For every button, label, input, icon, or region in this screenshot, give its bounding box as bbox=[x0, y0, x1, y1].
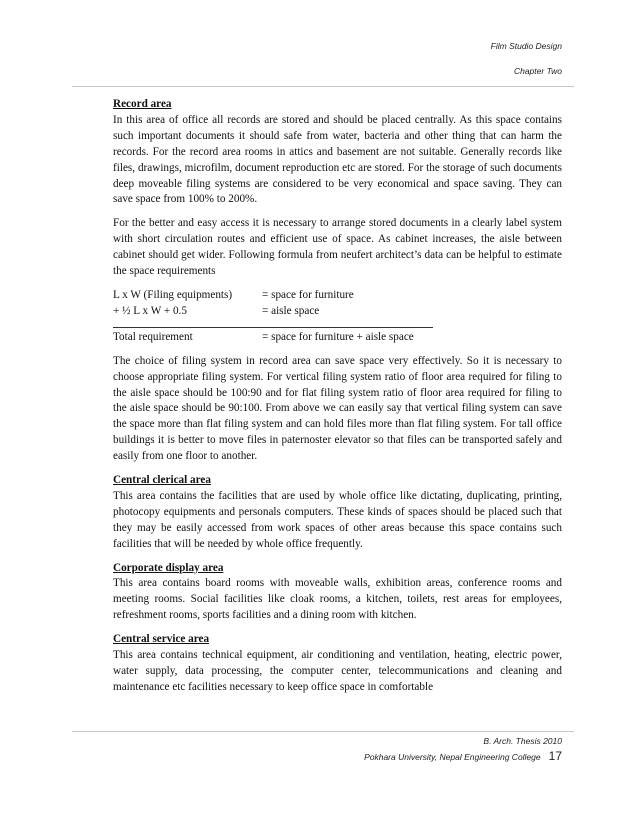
spacer bbox=[113, 346, 562, 354]
formula-row-total bbox=[113, 330, 562, 346]
formula-lhs: Total requirement bbox=[113, 330, 193, 343]
formula-sum-rule bbox=[113, 327, 433, 328]
record-area-paragraph-2: For the better and easy access it is necessary to arrange stored documents in a clearly label system with short circulation routes and efficient use of space. As cabinet increases, the aisle between cabinet should get wider. Following formula from neufert architect’s data can be helpful to estimate the space requirements bbox=[113, 217, 562, 278]
page-body bbox=[113, 97, 562, 696]
page-footer bbox=[364, 735, 562, 764]
record-area-heading: Record area bbox=[113, 98, 172, 110]
formula-lhs: + ½ L x W + 0.5 bbox=[113, 304, 187, 317]
record-area-paragraph-3: The choice of filing system in record area can save space very effectively. So it is necessary to choose appropriate filing system. For vertical filing system ratio of floor area required for filing to the aisle space should be 100:90 and for flat filing system ratio of floor area required for filing to the aisle space should be 90:100. From above we can easily say that vertical filing system can save the space more than flat filing system and can hold files more than flat filing system. For tall office buildings it is better to move files in paternoster elevator so that files can be transported safely and easily from one floor to another. bbox=[113, 354, 562, 463]
spacer bbox=[113, 208, 562, 216]
space-formula bbox=[113, 288, 562, 346]
central-service-paragraph: This area contains technical equipment, air conditioning and ventilation, heating, electric power, water supply, data processing, the computer center, telecommunications and cleaning and maintenance etc facilities necessary to keep office space in comfortable bbox=[113, 649, 562, 693]
central-service-heading: Central service area bbox=[113, 633, 210, 646]
formula-rhs: = aisle space bbox=[262, 304, 320, 317]
spacer bbox=[113, 553, 562, 561]
spacer bbox=[113, 465, 562, 473]
formula-row-aisle bbox=[113, 304, 562, 320]
header-title: Film Studio Design bbox=[490, 41, 562, 51]
footer-divider bbox=[72, 731, 574, 732]
formula-rhs: = space for furniture + aisle space bbox=[262, 330, 414, 343]
page-number: 17 bbox=[548, 749, 562, 763]
corporate-display-paragraph: This area contains board rooms with moveable walls, exhibition areas, conference rooms and meeting rooms. Social facilities like cloak rooms, a kitchen, toilets, rest areas for employees, refreshment rooms, sports facilities and a dining room with kitchen. bbox=[113, 577, 562, 622]
formula-row-furniture bbox=[113, 288, 562, 304]
footer-institution: Pokhara University, Nepal Engineering College bbox=[364, 752, 541, 762]
page-header bbox=[491, 40, 562, 78]
footer-institution-row bbox=[364, 750, 562, 764]
header-chapter: Chapter Two bbox=[513, 66, 562, 76]
footer-thesis: B. Arch. Thesis 2010 bbox=[483, 736, 562, 746]
formula-rhs: = space for furniture bbox=[262, 288, 354, 301]
central-clerical-heading: Central clerical area bbox=[113, 474, 211, 487]
corporate-display-heading: Corporate display area bbox=[113, 561, 224, 574]
spacer bbox=[113, 280, 562, 288]
central-clerical-paragraph: This area contains the facilities that are used by whole office like dictating, duplicating, printing, photocopy equipments and personals computers. These kinds of spaces should be placed such that they may be easily accessed from work spaces of other areas because this space contains such facilities that will be needed by whole office frequently. bbox=[113, 489, 562, 550]
header-divider bbox=[72, 86, 574, 87]
spacer bbox=[113, 624, 562, 632]
record-area-paragraph-1: In this area of office all records are stored and should be placed centrally. As this space contains such important documents it should safe from water, bacteria and other thing that can harm the records. For the record area rooms in attics and basement are not suitable. Generally records like files, drawings, microfilm, document reproduction etc are stored. For the storage of such documents deep moveable filing systems are considered to be very economical and space saving. They can save space from 100% to 200%. bbox=[113, 113, 562, 206]
formula-lhs: L x W (Filing equipments) bbox=[113, 288, 233, 301]
